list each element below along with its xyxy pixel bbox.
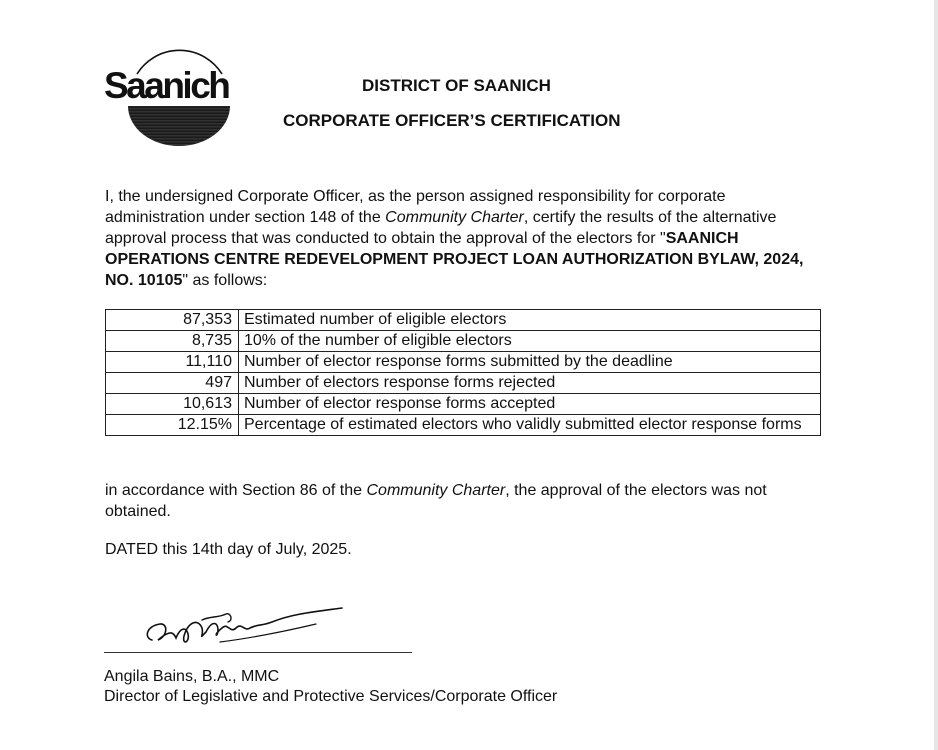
signature-image	[102, 598, 422, 660]
result-label: Number of elector response forms accepted	[239, 394, 821, 415]
intro-text-2: , certify the results of the alternative approval process that was conducted to obtain the approval of the electors for "	[105, 209, 777, 247]
table-row	[106, 331, 821, 352]
intro-paragraph	[105, 186, 825, 291]
results-table	[105, 309, 821, 436]
signatory-title: Director of Legislative and Protective Services/Corporate Officer	[104, 688, 558, 705]
conclusion-text-2: , the approval of the electors was not obtained.	[105, 482, 767, 520]
header-district: DISTRICT OF SAANICH	[362, 76, 551, 95]
saanich-logo	[104, 44, 254, 148]
result-label: Number of electors response forms rejected	[239, 373, 821, 394]
conclusion-paragraph	[105, 480, 825, 522]
table-row	[106, 415, 821, 436]
table-row	[106, 352, 821, 373]
result-label: Number of elector response forms submitted by the deadline	[239, 352, 821, 373]
result-value: 8,735	[106, 331, 239, 352]
result-label: Estimated number of eligible electors	[239, 310, 821, 331]
result-label: 10% of the number of eligible electors	[239, 331, 821, 352]
signature-line	[104, 652, 412, 653]
result-value: 10,613	[106, 394, 239, 415]
intro-text-3: " as follows:	[182, 272, 268, 289]
intro-text-1: I, the undersigned Corporate Officer, as the person assigned responsibility for corporate administration under section 148 of the	[105, 188, 726, 226]
bylaw-name: SAANICH OPERATIONS CENTRE REDEVELOPMENT PROJECT LOAN AUTHORIZATION BYLAW, 2024, NO. 10105	[105, 230, 804, 289]
dated-line: DATED this 14th day of July, 2025.	[105, 541, 352, 558]
table-row	[106, 394, 821, 415]
conclusion-text-1: in accordance with Section 86 of the	[105, 482, 367, 499]
table-row	[106, 310, 821, 331]
result-value: 12.15%	[106, 415, 239, 436]
result-label: Percentage of estimated electors who validly submitted elector response forms	[239, 415, 821, 436]
intro-charter-ref: Community Charter	[385, 209, 524, 226]
result-value: 497	[106, 373, 239, 394]
table-row	[106, 373, 821, 394]
result-value: 87,353	[106, 310, 239, 331]
header-certification-title: CORPORATE OFFICER’S CERTIFICATION	[283, 111, 621, 130]
conclusion-charter-ref: Community Charter	[366, 482, 506, 499]
logo-wordmark: Saanich	[104, 65, 229, 106]
result-value: 11,110	[106, 352, 239, 373]
signatory-name: Angila Bains, B.A., MMC	[104, 668, 280, 685]
